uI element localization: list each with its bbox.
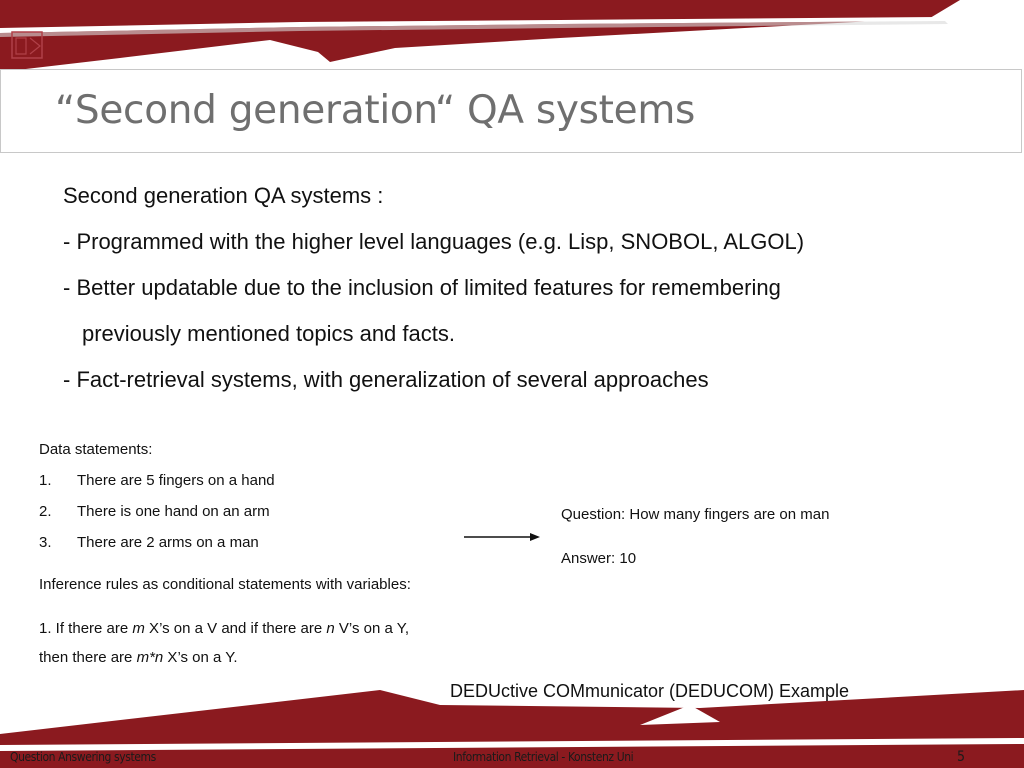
right-arrow-icon [462, 530, 542, 544]
variable-mn: m*n [136, 649, 164, 666]
bullet-updatable-continued: previously mentioned topics and facts. [82, 321, 455, 346]
data-statements-heading: Data statements: [39, 441, 153, 458]
rule-text: V’s on a Y, [334, 620, 409, 637]
inference-heading: Inference rules as conditional statements with variables: [39, 576, 411, 593]
footer-center: Information Retrieval - Konstenz Uni [453, 750, 634, 764]
list-text: There are 5 fingers on a hand [77, 472, 275, 489]
list-number: 2. [39, 503, 52, 520]
page-number: 5 [957, 749, 965, 765]
inference-rule-line-1 [39, 620, 409, 637]
variable-n: n [326, 620, 335, 637]
variable-m: m [132, 620, 145, 637]
rule-text: X’s on a Y. [163, 649, 238, 666]
bullet-fact-retrieval: - Fact-retrieval systems, with generalization of several approaches [63, 367, 709, 392]
bullets-heading: Second generation QA systems : [63, 183, 384, 208]
data-statement-1 [39, 472, 275, 489]
answer-text: Answer: 10 [561, 550, 637, 567]
bullet-languages: - Programmed with the higher level languages (e.g. Lisp, SNOBOL, ALGOL) [63, 229, 805, 254]
data-statement-2 [39, 503, 270, 520]
example-caption: DEDUctive COMmunicator (DEDUCOM) Example [450, 681, 850, 701]
data-statement-3 [39, 534, 259, 551]
rule-text: then there are [39, 649, 137, 666]
footer-left: Question Answering systems [10, 750, 156, 764]
list-number: 1. [39, 472, 52, 489]
list-text: There is one hand on an arm [77, 503, 270, 520]
university-logo-icon [10, 28, 46, 62]
rule-text: 1. If there are [39, 620, 133, 637]
slide-title: “Second generation“ QA systems [55, 88, 696, 133]
list-text: There are 2 arms on a man [77, 534, 259, 551]
bullet-updatable: - Better updatable due to the inclusion of limited features for remembering [63, 275, 781, 300]
inference-rule-line-2 [39, 649, 238, 666]
question-text: Question: How many fingers are on man [561, 506, 830, 523]
rule-text: X’s on a V and if there are [144, 620, 327, 637]
top-red-band [0, 0, 960, 72]
list-number: 3. [39, 534, 52, 551]
